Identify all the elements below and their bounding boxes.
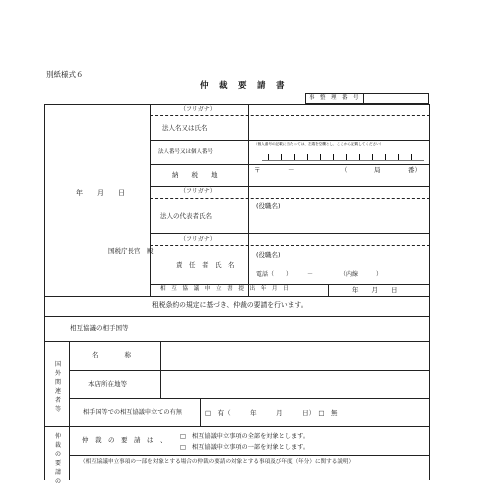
responsible-phone-field[interactable]: 電話（ ） － （内線 ） — [256, 271, 383, 278]
related-address-label: 本店所在地等 — [88, 380, 127, 388]
request-label: 仲 裁 の 要 請 は 、 — [82, 436, 167, 444]
related-party-side-label: 国外関連者等 — [54, 361, 61, 413]
corp-number-field[interactable] — [262, 148, 426, 162]
furigana-label-1: （フリガナ） — [180, 106, 216, 113]
request-side-label: 仲裁の要請の — [54, 433, 61, 485]
option-all[interactable]: □ 相互協議申立事項の全部を対象とします。 — [180, 433, 310, 440]
tel-open: （ — [341, 166, 348, 174]
tel-exchange: 局 — [374, 166, 381, 174]
date-line: 年 月 日 — [76, 189, 125, 197]
corp-name-field[interactable] — [250, 117, 428, 139]
furigana-label-2: （フリガナ） — [180, 188, 216, 195]
partner-country-label: 相互協議の相手国等 — [70, 324, 129, 332]
addressee: 国税庁長官 殿 — [108, 247, 154, 255]
mutual-date-value[interactable]: 年 月 日 — [352, 286, 398, 294]
corp-number-label: 法人番号又は個人番号 — [158, 149, 214, 155]
responsible-title-field[interactable]: (役職名) — [256, 251, 281, 259]
furigana-label-3: （フリガナ） — [180, 236, 216, 243]
corp-name-label: 法人名又は氏名 — [162, 124, 208, 132]
related-name-label: 名 称 — [92, 351, 131, 359]
bottom-note: （相互協議申立事項の一部を対象とする場合の仲裁の要請の対象とする事項及び年度（年分）に関する説明） — [80, 459, 355, 465]
postal-mark: 〒 — [254, 166, 261, 174]
tax-place-label: 納 税 地 — [172, 171, 218, 179]
partner-filed-label: 相手国等での相互協議申立ての有無 — [83, 409, 182, 416]
tax-place-field[interactable] — [250, 165, 428, 185]
partner-country-field[interactable] — [160, 318, 428, 340]
option-part[interactable]: □ 相互協議申立事項の一部を対象とします。 — [180, 444, 310, 451]
request-statement: 租税条約の規定に基づき、仲裁の要請を行います。 — [152, 301, 308, 309]
related-name-field[interactable] — [160, 344, 428, 368]
number-note: （個人番号の記載に当たっては、左端を空欄とし、ここから記載してください） — [254, 142, 384, 146]
partner-filed-options[interactable]: □ 有（ 年 月 日） □ 無 — [205, 409, 338, 417]
postal-dash: － — [288, 166, 295, 174]
representative-title-field[interactable]: (役職名) — [256, 202, 281, 210]
tel-close: 番） — [408, 166, 421, 174]
responsible-person-label: 責 任 者 氏 名 — [176, 261, 235, 269]
reference-number-label: 事 整 理 番 号 — [309, 95, 359, 101]
representative-label: 法人の代表者氏名 — [160, 212, 212, 220]
mutual-date-label: 相 互 協 議 申 立 書 提 出 年 月 日 — [160, 286, 289, 292]
related-address-field[interactable] — [160, 372, 428, 396]
form-number: 別紙様式６ — [46, 70, 84, 79]
page-title: 仲 裁 要 請 書 — [200, 81, 286, 91]
